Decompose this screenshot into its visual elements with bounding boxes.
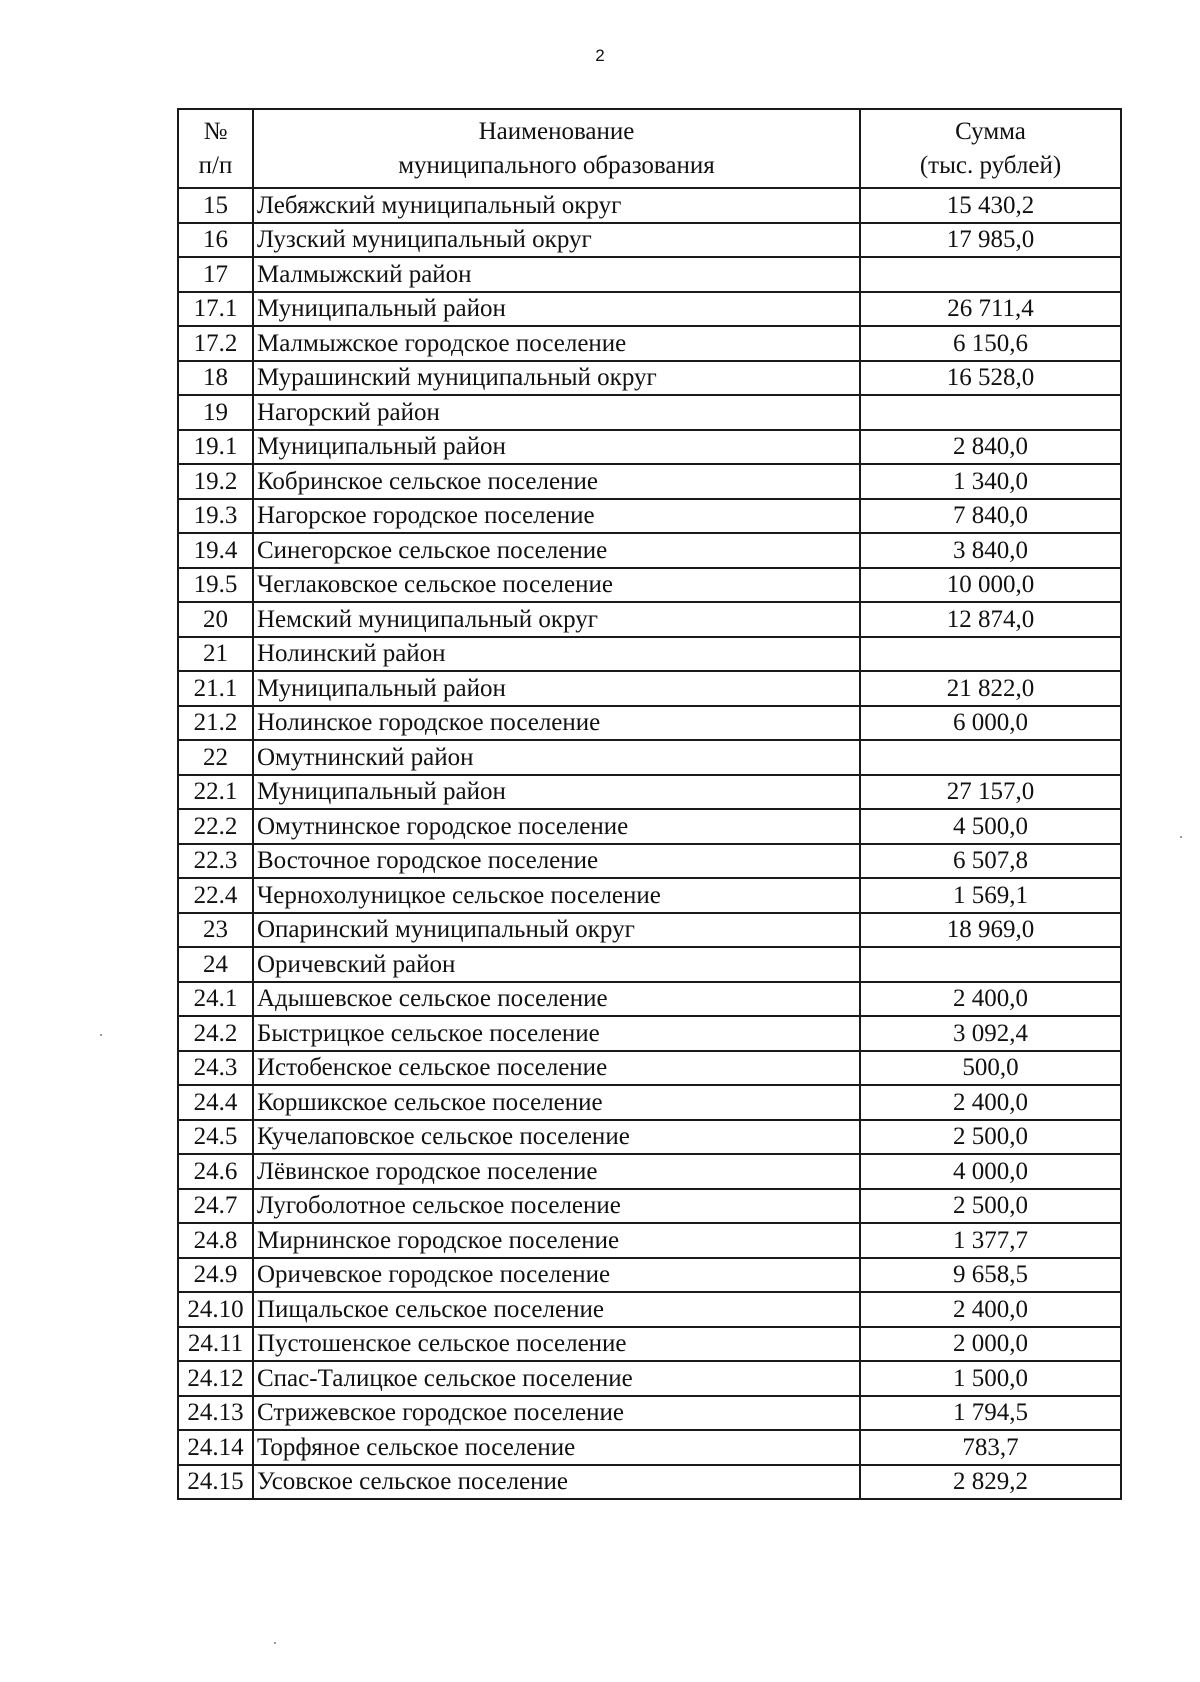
row-number: 21.1 xyxy=(178,671,253,706)
row-number: 24.6 xyxy=(178,1154,253,1189)
municipality-name: Мирнинское городское поселение xyxy=(253,1223,860,1258)
amount-value: 1 340,0 xyxy=(860,464,1121,499)
scan-speck xyxy=(100,1034,102,1036)
row-number: 24.7 xyxy=(178,1189,253,1224)
table-header xyxy=(178,109,1121,188)
header-sum-line2: (тыс. рублей) xyxy=(919,151,1062,179)
municipality-name: Оричевский район xyxy=(253,947,860,982)
table-row xyxy=(178,1258,1121,1293)
amount-value: 12 874,0 xyxy=(860,602,1121,637)
allocation-table xyxy=(177,108,1122,1500)
amount-value: 4 000,0 xyxy=(860,1154,1121,1189)
header-name-line1: Наименование xyxy=(478,117,635,145)
municipality-name: Спас-Талицкое сельское поселение xyxy=(253,1361,860,1396)
table-row xyxy=(178,1292,1121,1327)
row-number: 19.1 xyxy=(178,430,253,465)
row-number: 19.2 xyxy=(178,464,253,499)
row-number: 24 xyxy=(178,947,253,982)
amount-value xyxy=(860,740,1121,775)
municipality-name: Коршикское сельское поселение xyxy=(253,1085,860,1120)
amount-value xyxy=(860,395,1121,430)
table-row xyxy=(178,395,1121,430)
municipality-name: Чернохолуницкое сельское поселение xyxy=(253,878,860,913)
row-number: 22.4 xyxy=(178,878,253,913)
municipality-name: Нолинский район xyxy=(253,637,860,672)
municipality-name: Кобринское сельское поселение xyxy=(253,464,860,499)
amount-value: 9 658,5 xyxy=(860,1258,1121,1293)
row-number: 24.10 xyxy=(178,1292,253,1327)
municipality-name: Муниципальный район xyxy=(253,292,860,327)
municipality-name: Лугоболотное сельское поселение xyxy=(253,1189,860,1224)
row-number: 22.2 xyxy=(178,809,253,844)
amount-value: 17 985,0 xyxy=(860,223,1121,258)
row-number: 22 xyxy=(178,740,253,775)
amount-value: 21 822,0 xyxy=(860,671,1121,706)
row-number: 24.4 xyxy=(178,1085,253,1120)
municipality-name: Пустошенское сельское поселение xyxy=(253,1327,860,1362)
table-row xyxy=(178,1154,1121,1189)
row-number: 21 xyxy=(178,637,253,672)
header-name xyxy=(253,109,860,188)
table-row xyxy=(178,568,1121,603)
row-number: 19.4 xyxy=(178,533,253,568)
amount-value: 1 500,0 xyxy=(860,1361,1121,1396)
table-row xyxy=(178,1223,1121,1258)
municipality-name: Нолинское городское поселение xyxy=(253,706,860,741)
row-number: 24.1 xyxy=(178,982,253,1017)
row-number: 24.15 xyxy=(178,1465,253,1500)
amount-value: 3 840,0 xyxy=(860,533,1121,568)
municipality-name: Быстрицкое сельское поселение xyxy=(253,1016,860,1051)
municipality-name: Стрижевское городское поселение xyxy=(253,1396,860,1431)
amount-value: 2 400,0 xyxy=(860,982,1121,1017)
row-number: 16 xyxy=(178,223,253,258)
table-row xyxy=(178,637,1121,672)
municipality-name: Пищальское сельское поселение xyxy=(253,1292,860,1327)
municipality-name: Усовское сельское поселение xyxy=(253,1465,860,1500)
row-number: 24.13 xyxy=(178,1396,253,1431)
row-number: 24.8 xyxy=(178,1223,253,1258)
table-row xyxy=(178,1327,1121,1362)
table-row xyxy=(178,361,1121,396)
header-number xyxy=(178,109,253,188)
amount-value xyxy=(860,637,1121,672)
table-row xyxy=(178,499,1121,534)
row-number: 24.2 xyxy=(178,1016,253,1051)
row-number: 15 xyxy=(178,188,253,223)
table-row xyxy=(178,533,1121,568)
municipality-name: Кучелаповское сельское поселение xyxy=(253,1120,860,1155)
table-row xyxy=(178,878,1121,913)
table-row xyxy=(178,430,1121,465)
municipality-name: Синегорское сельское поселение xyxy=(253,533,860,568)
table-row xyxy=(178,809,1121,844)
municipality-name: Омутнинское городское поселение xyxy=(253,809,860,844)
amount-value: 2 829,2 xyxy=(860,1465,1121,1500)
row-number: 17.2 xyxy=(178,326,253,361)
municipality-name: Лебяжский муниципальный округ xyxy=(253,188,860,223)
table-row xyxy=(178,326,1121,361)
row-number: 24.11 xyxy=(178,1327,253,1362)
municipality-name: Омутнинский район xyxy=(253,740,860,775)
row-number: 22.1 xyxy=(178,775,253,810)
amount-value: 500,0 xyxy=(860,1051,1121,1086)
municipality-name: Немский муниципальный округ xyxy=(253,602,860,637)
amount-value: 1 569,1 xyxy=(860,878,1121,913)
scan-speck xyxy=(1180,836,1182,838)
amount-value: 1 794,5 xyxy=(860,1396,1121,1431)
municipality-name: Муниципальный район xyxy=(253,671,860,706)
municipality-name: Нагорское городское поселение xyxy=(253,499,860,534)
header-name-line2: муниципального образования xyxy=(398,151,715,179)
table-row xyxy=(178,1085,1121,1120)
row-number: 19 xyxy=(178,395,253,430)
amount-value: 6 000,0 xyxy=(860,706,1121,741)
municipality-name: Опаринский муниципальный округ xyxy=(253,913,860,948)
amount-value xyxy=(860,257,1121,292)
amount-value: 2 500,0 xyxy=(860,1120,1121,1155)
table-row xyxy=(178,947,1121,982)
table-row xyxy=(178,292,1121,327)
municipality-name: Торфяное сельское поселение xyxy=(253,1430,860,1465)
header-row xyxy=(178,109,1121,188)
table-row xyxy=(178,602,1121,637)
municipality-name: Адышевское сельское поселение xyxy=(253,982,860,1017)
table-row xyxy=(178,1465,1121,1500)
row-number: 20 xyxy=(178,602,253,637)
table-row xyxy=(178,844,1121,879)
amount-value: 7 840,0 xyxy=(860,499,1121,534)
table-row xyxy=(178,1051,1121,1086)
table-row xyxy=(178,223,1121,258)
amount-value: 16 528,0 xyxy=(860,361,1121,396)
table-row xyxy=(178,982,1121,1017)
municipality-name: Мурашинский муниципальный округ xyxy=(253,361,860,396)
amount-value: 3 092,4 xyxy=(860,1016,1121,1051)
table-row xyxy=(178,1120,1121,1155)
municipality-name: Чеглаковское сельское поселение xyxy=(253,568,860,603)
table-row xyxy=(178,913,1121,948)
amount-value: 783,7 xyxy=(860,1430,1121,1465)
row-number: 24.12 xyxy=(178,1361,253,1396)
row-number: 21.2 xyxy=(178,706,253,741)
municipality-name: Восточное городское поселение xyxy=(253,844,860,879)
table-row xyxy=(178,671,1121,706)
table-row xyxy=(178,775,1121,810)
table-row xyxy=(178,1396,1121,1431)
amount-value: 2 400,0 xyxy=(860,1292,1121,1327)
municipality-name: Малмыжское городское поселение xyxy=(253,326,860,361)
row-number: 24.9 xyxy=(178,1258,253,1293)
municipality-name: Муниципальный район xyxy=(253,430,860,465)
header-number-line2: п/п xyxy=(198,151,233,179)
row-number: 22.3 xyxy=(178,844,253,879)
amount-value: 10 000,0 xyxy=(860,568,1121,603)
municipality-name: Муниципальный район xyxy=(253,775,860,810)
row-number: 24.3 xyxy=(178,1051,253,1086)
amount-value: 26 711,4 xyxy=(860,292,1121,327)
amount-value: 2 840,0 xyxy=(860,430,1121,465)
row-number: 19.3 xyxy=(178,499,253,534)
amount-value: 1 377,7 xyxy=(860,1223,1121,1258)
table-row xyxy=(178,1189,1121,1224)
municipality-name: Истобенское сельское поселение xyxy=(253,1051,860,1086)
table-row xyxy=(178,1361,1121,1396)
page-number: 2 xyxy=(595,46,605,65)
municipality-name: Нагорский район xyxy=(253,395,860,430)
table-row xyxy=(178,257,1121,292)
table-row xyxy=(178,706,1121,741)
header-sum xyxy=(860,109,1121,188)
municipality-name: Лузский муниципальный округ xyxy=(253,223,860,258)
header-number-line1: № xyxy=(203,117,228,145)
amount-value: 2 500,0 xyxy=(860,1189,1121,1224)
row-number: 17.1 xyxy=(178,292,253,327)
amount-value: 27 157,0 xyxy=(860,775,1121,810)
row-number: 24.5 xyxy=(178,1120,253,1155)
row-number: 24.14 xyxy=(178,1430,253,1465)
municipality-name: Лёвинское городское поселение xyxy=(253,1154,860,1189)
table-row xyxy=(178,1430,1121,1465)
scan-speck xyxy=(274,1642,276,1644)
row-number: 23 xyxy=(178,913,253,948)
amount-value: 4 500,0 xyxy=(860,809,1121,844)
row-number: 17 xyxy=(178,257,253,292)
amount-value: 6 150,6 xyxy=(860,326,1121,361)
table-body xyxy=(178,188,1121,1499)
amount-value: 18 969,0 xyxy=(860,913,1121,948)
table-row xyxy=(178,464,1121,499)
amount-value xyxy=(860,947,1121,982)
amount-value: 6 507,8 xyxy=(860,844,1121,879)
municipality-name: Оричевское городское поселение xyxy=(253,1258,860,1293)
table-row xyxy=(178,188,1121,223)
row-number: 18 xyxy=(178,361,253,396)
municipality-name: Малмыжский район xyxy=(253,257,860,292)
amount-value: 15 430,2 xyxy=(860,188,1121,223)
header-sum-line1: Сумма xyxy=(955,117,1026,145)
row-number: 19.5 xyxy=(178,568,253,603)
table-row xyxy=(178,740,1121,775)
table-row xyxy=(178,1016,1121,1051)
amount-value: 2 400,0 xyxy=(860,1085,1121,1120)
amount-value: 2 000,0 xyxy=(860,1327,1121,1362)
